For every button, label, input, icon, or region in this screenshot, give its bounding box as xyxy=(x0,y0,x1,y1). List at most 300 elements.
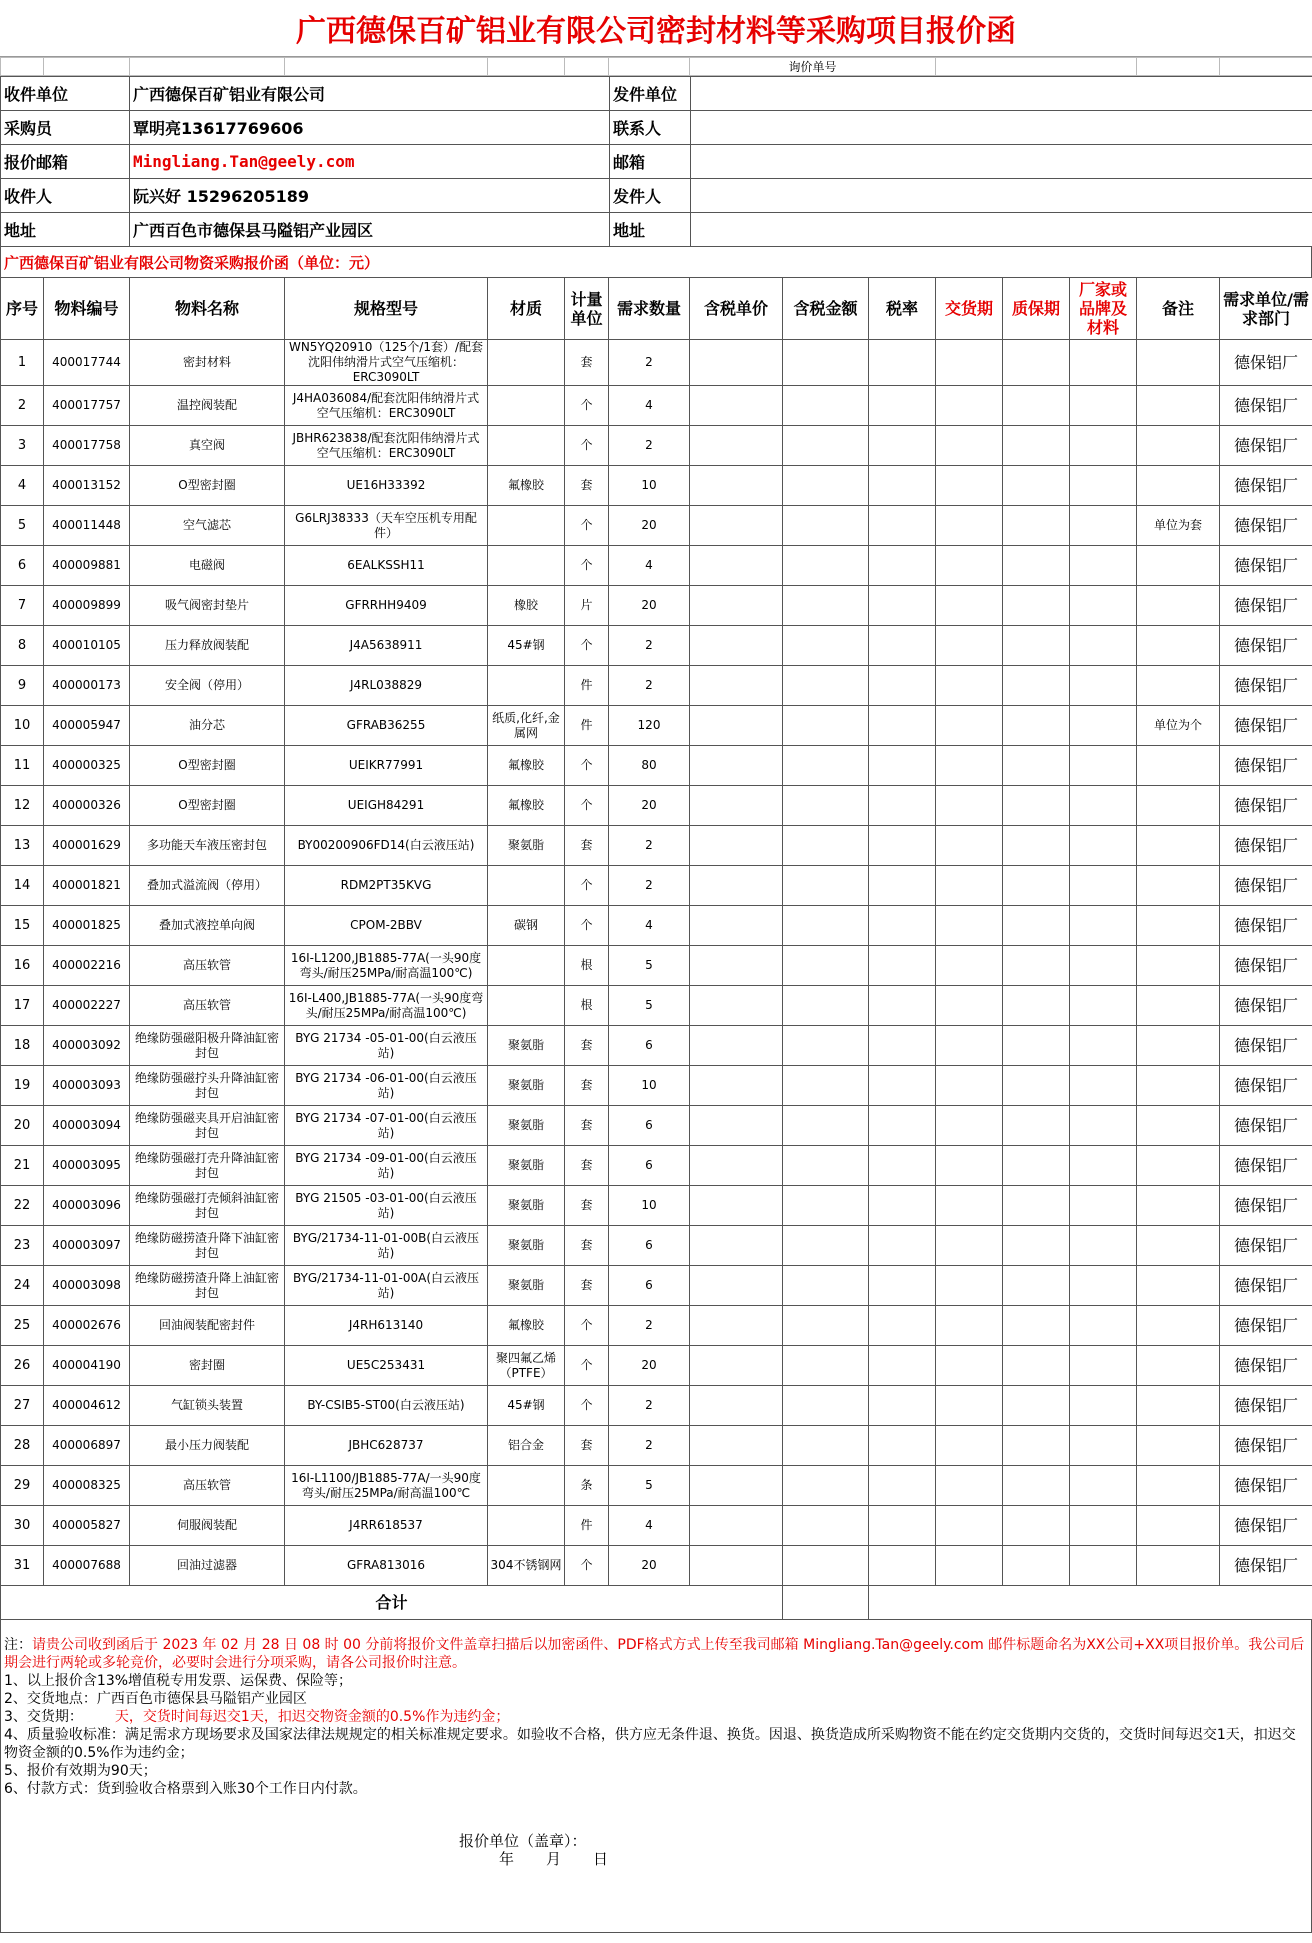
delivery-cell[interactable] xyxy=(936,1546,1003,1586)
tax-rate-cell[interactable] xyxy=(869,466,936,506)
warranty-cell[interactable] xyxy=(1003,426,1070,466)
amount-cell[interactable] xyxy=(783,426,869,466)
delivery-cell[interactable] xyxy=(936,866,1003,906)
delivery-cell[interactable] xyxy=(936,340,1003,386)
name-cell: 绝缘防磁捞渣升降上油缸密封包 xyxy=(130,1266,285,1306)
remark-cell xyxy=(1137,626,1220,666)
unit-price-cell[interactable] xyxy=(690,986,783,1026)
tax-rate-cell[interactable] xyxy=(869,946,936,986)
unit-price-cell[interactable] xyxy=(690,546,783,586)
send-unit-label: 发件单位 xyxy=(610,77,691,111)
qty-cell: 2 xyxy=(609,340,690,386)
amount-cell[interactable] xyxy=(783,1026,869,1066)
tax-rate-cell[interactable] xyxy=(869,1226,936,1266)
brand-cell[interactable] xyxy=(1070,386,1137,426)
sign-label: 报价单位（盖章）： xyxy=(459,1832,587,1850)
recipient-value: 阮兴好 15296205189 xyxy=(130,179,610,213)
table-row xyxy=(1,1346,1312,1386)
amount-cell[interactable] xyxy=(783,1506,869,1546)
unit-price-cell[interactable] xyxy=(690,826,783,866)
warranty-cell[interactable] xyxy=(1003,386,1070,426)
spec-cell: RDM2PT35KVG xyxy=(285,866,488,906)
unit-price-cell[interactable] xyxy=(690,906,783,946)
warranty-cell[interactable] xyxy=(1003,666,1070,706)
brand-cell[interactable] xyxy=(1070,666,1137,706)
amount-cell[interactable] xyxy=(783,1306,869,1346)
remark-cell xyxy=(1137,546,1220,586)
amount-cell[interactable] xyxy=(783,626,869,666)
contact-label: 联系人 xyxy=(610,111,691,145)
unit-price-cell[interactable] xyxy=(690,1466,783,1506)
warranty-cell[interactable] xyxy=(1003,1426,1070,1466)
spec-cell: WN5YQ20910（125个/1套）/配套沈阳伟纳滑片式空气压缩机：ERC3090LT xyxy=(285,340,488,386)
warranty-cell[interactable] xyxy=(1003,1546,1070,1586)
code-cell: 400003096 xyxy=(44,1186,130,1226)
amount-cell[interactable] xyxy=(783,1106,869,1146)
unit-cell: 套 xyxy=(565,1146,609,1186)
unit-price-cell[interactable] xyxy=(690,1546,783,1586)
amount-cell[interactable] xyxy=(783,1546,869,1586)
unit-price-cell[interactable] xyxy=(690,1146,783,1186)
unit-price-cell[interactable] xyxy=(690,626,783,666)
unit-cell: 个 xyxy=(565,1306,609,1346)
tax-rate-cell[interactable] xyxy=(869,586,936,626)
seq-cell: 22 xyxy=(1,1186,44,1226)
unit-price-cell[interactable] xyxy=(690,1026,783,1066)
tax-rate-cell[interactable] xyxy=(869,1546,936,1586)
amount-cell[interactable] xyxy=(783,546,869,586)
remark-cell xyxy=(1137,466,1220,506)
seq-cell: 14 xyxy=(1,866,44,906)
material-cell xyxy=(488,866,565,906)
tax-rate-cell[interactable] xyxy=(869,1066,936,1106)
warranty-cell[interactable] xyxy=(1003,1306,1070,1346)
col-header-unit-price: 含税单价 xyxy=(690,278,783,340)
delivery-cell[interactable] xyxy=(936,1466,1003,1506)
delivery-cell[interactable] xyxy=(936,626,1003,666)
tax-rate-cell[interactable] xyxy=(869,1426,936,1466)
brand-cell[interactable] xyxy=(1070,1466,1137,1506)
table-row xyxy=(1,1266,1312,1306)
warranty-cell[interactable] xyxy=(1003,1346,1070,1386)
spec-cell: G6LRJ38333（天车空压机专用配件） xyxy=(285,506,488,546)
brand-cell[interactable] xyxy=(1070,1106,1137,1146)
tax-rate-cell[interactable] xyxy=(869,826,936,866)
dept-cell: 德保铝厂 xyxy=(1220,426,1312,466)
dept-cell: 德保铝厂 xyxy=(1220,826,1312,866)
brand-cell[interactable] xyxy=(1070,1546,1137,1586)
warranty-cell[interactable] xyxy=(1003,1026,1070,1066)
address2-value[interactable] xyxy=(691,213,1312,247)
unit-price-cell[interactable] xyxy=(690,1106,783,1146)
items-table xyxy=(0,277,1312,1620)
table-row xyxy=(1,666,1312,706)
sender-label: 发件人 xyxy=(610,179,691,213)
name-cell: 气缸锁头装置 xyxy=(130,1386,285,1426)
dept-cell: 德保铝厂 xyxy=(1220,1066,1312,1106)
brand-cell[interactable] xyxy=(1070,1026,1137,1066)
seq-cell: 2 xyxy=(1,386,44,426)
delivery-cell[interactable] xyxy=(936,1306,1003,1346)
unit-cell: 个 xyxy=(565,626,609,666)
brand-cell[interactable] xyxy=(1070,946,1137,986)
sender-value[interactable] xyxy=(691,179,1312,213)
brand-cell[interactable] xyxy=(1070,586,1137,626)
unit-cell: 套 xyxy=(565,1426,609,1466)
material-cell xyxy=(488,340,565,386)
warranty-cell[interactable] xyxy=(1003,626,1070,666)
tax-rate-cell[interactable] xyxy=(869,986,936,1026)
tax-rate-cell[interactable] xyxy=(869,1026,936,1066)
amount-cell[interactable] xyxy=(783,1386,869,1426)
total-label: 合计 xyxy=(1,1586,783,1620)
tax-rate-cell[interactable] xyxy=(869,666,936,706)
tax-rate-cell[interactable] xyxy=(869,1346,936,1386)
col-header-name: 物料名称 xyxy=(130,278,285,340)
unit-cell: 件 xyxy=(565,706,609,746)
delivery-cell[interactable] xyxy=(936,1066,1003,1106)
warranty-cell[interactable] xyxy=(1003,706,1070,746)
warranty-cell[interactable] xyxy=(1003,866,1070,906)
remark-cell xyxy=(1137,786,1220,826)
unit-price-cell[interactable] xyxy=(690,340,783,386)
amount-cell[interactable] xyxy=(783,866,869,906)
amount-cell[interactable] xyxy=(783,666,869,706)
col-header-delivery: 交货期 xyxy=(936,278,1003,340)
unit-price-cell[interactable] xyxy=(690,666,783,706)
col-header-tax-rate: 税率 xyxy=(869,278,936,340)
delivery-cell[interactable] xyxy=(936,586,1003,626)
amount-cell[interactable] xyxy=(783,826,869,866)
seq-cell: 7 xyxy=(1,586,44,626)
material-cell xyxy=(488,426,565,466)
tax-rate-cell[interactable] xyxy=(869,1106,936,1146)
email-value[interactable] xyxy=(691,145,1312,179)
amount-cell[interactable] xyxy=(783,786,869,826)
material-cell: 聚氨脂 xyxy=(488,1226,565,1266)
amount-cell[interactable] xyxy=(783,466,869,506)
dept-cell: 德保铝厂 xyxy=(1220,906,1312,946)
unit-price-cell[interactable] xyxy=(690,1226,783,1266)
amount-cell[interactable] xyxy=(783,1146,869,1186)
dept-cell: 德保铝厂 xyxy=(1220,1346,1312,1386)
tax-rate-cell[interactable] xyxy=(869,1186,936,1226)
brand-cell[interactable] xyxy=(1070,1386,1137,1426)
unit-price-cell[interactable] xyxy=(690,1266,783,1306)
brand-cell[interactable] xyxy=(1070,786,1137,826)
tax-rate-cell[interactable] xyxy=(869,1386,936,1426)
brand-cell[interactable] xyxy=(1070,1346,1137,1386)
amount-cell[interactable] xyxy=(783,1426,869,1466)
note-4: 4、质量验收标准：满足需求方现场要求及国家法律法规规定的相关标准规定要求。如验收不合格，供方应无条件退、换货。因退、换货造成所采购物资不能在约定交货期内交货的，交货时间每迟交1天，扣迟交物资金额的0.5%作为违约金； xyxy=(4,1727,1296,1761)
brand-cell[interactable] xyxy=(1070,466,1137,506)
qty-cell: 6 xyxy=(609,1026,690,1066)
delivery-cell[interactable] xyxy=(936,546,1003,586)
remark-cell xyxy=(1137,426,1220,466)
remark-cell xyxy=(1137,1266,1220,1306)
warranty-cell[interactable] xyxy=(1003,1066,1070,1106)
tax-rate-cell[interactable] xyxy=(869,866,936,906)
brand-cell[interactable] xyxy=(1070,1426,1137,1466)
qty-cell: 2 xyxy=(609,1426,690,1466)
amount-cell[interactable] xyxy=(783,1346,869,1386)
brand-cell[interactable] xyxy=(1070,1186,1137,1226)
brand-cell[interactable] xyxy=(1070,1066,1137,1106)
brand-cell[interactable] xyxy=(1070,340,1137,386)
warranty-cell[interactable] xyxy=(1003,1386,1070,1426)
amount-cell[interactable] xyxy=(783,386,869,426)
dept-cell: 德保铝厂 xyxy=(1220,546,1312,586)
unit-price-cell[interactable] xyxy=(690,786,783,826)
warranty-cell[interactable] xyxy=(1003,746,1070,786)
delivery-cell[interactable] xyxy=(936,1186,1003,1226)
spec-cell: BYG 21505 -03-01-00(白云液压站) xyxy=(285,1186,488,1226)
tax-rate-cell[interactable] xyxy=(869,1466,936,1506)
dept-cell: 德保铝厂 xyxy=(1220,1506,1312,1546)
tax-rate-cell[interactable] xyxy=(869,1266,936,1306)
remark-cell xyxy=(1137,1506,1220,1546)
warranty-cell[interactable] xyxy=(1003,546,1070,586)
remark-cell: 单位为个 xyxy=(1137,706,1220,746)
delivery-cell[interactable] xyxy=(936,466,1003,506)
code-cell: 400001629 xyxy=(44,826,130,866)
code-cell: 400004612 xyxy=(44,1386,130,1426)
unit-price-cell[interactable] xyxy=(690,386,783,426)
delivery-cell[interactable] xyxy=(936,1386,1003,1426)
tax-rate-cell[interactable] xyxy=(869,786,936,826)
delivery-cell[interactable] xyxy=(936,1266,1003,1306)
delivery-cell[interactable] xyxy=(936,1426,1003,1466)
unit-price-cell[interactable] xyxy=(690,466,783,506)
table-row xyxy=(1,546,1312,586)
contact-value[interactable] xyxy=(691,111,1312,145)
amount-cell[interactable] xyxy=(783,1066,869,1106)
name-cell: 伺服阀装配 xyxy=(130,1506,285,1546)
brand-cell[interactable] xyxy=(1070,826,1137,866)
tax-rate-cell[interactable] xyxy=(869,386,936,426)
unit-price-cell[interactable] xyxy=(690,1186,783,1226)
warranty-cell[interactable] xyxy=(1003,946,1070,986)
items-body xyxy=(1,340,1312,1586)
dept-cell: 德保铝厂 xyxy=(1220,586,1312,626)
tax-rate-cell[interactable] xyxy=(869,906,936,946)
send-unit-value[interactable] xyxy=(691,77,1312,111)
unit-price-cell[interactable] xyxy=(690,1306,783,1346)
delivery-cell[interactable] xyxy=(936,746,1003,786)
brand-cell[interactable] xyxy=(1070,1226,1137,1266)
amount-cell[interactable] xyxy=(783,1186,869,1226)
warranty-cell[interactable] xyxy=(1003,826,1070,866)
brand-cell[interactable] xyxy=(1070,1146,1137,1186)
brand-cell[interactable] xyxy=(1070,546,1137,586)
name-cell: 回油过滤器 xyxy=(130,1546,285,1586)
remark-cell xyxy=(1137,666,1220,706)
unit-price-cell[interactable] xyxy=(690,866,783,906)
spec-cell: BY-CSIB5-ST00(白云液压站) xyxy=(285,1386,488,1426)
warranty-cell[interactable] xyxy=(1003,340,1070,386)
unit-price-cell[interactable] xyxy=(690,1386,783,1426)
quote-email-link[interactable]: Mingliang.Tan@geely.com xyxy=(130,145,610,179)
remark-cell xyxy=(1137,986,1220,1026)
delivery-cell[interactable] xyxy=(936,666,1003,706)
seq-cell: 4 xyxy=(1,466,44,506)
tax-rate-cell[interactable] xyxy=(869,1306,936,1346)
material-cell xyxy=(488,386,565,426)
name-cell: 空气滤芯 xyxy=(130,506,285,546)
total-row xyxy=(1,1586,1312,1620)
amount-cell[interactable] xyxy=(783,1266,869,1306)
total-amount[interactable] xyxy=(783,1586,869,1620)
note-0 xyxy=(4,1636,1311,1672)
delivery-cell[interactable] xyxy=(936,506,1003,546)
brand-cell[interactable] xyxy=(1070,986,1137,1026)
amount-cell[interactable] xyxy=(783,340,869,386)
unit-price-cell[interactable] xyxy=(690,1506,783,1546)
tax-rate-cell[interactable] xyxy=(869,746,936,786)
col-header-spec: 规格型号 xyxy=(285,278,488,340)
unit-price-cell[interactable] xyxy=(690,946,783,986)
qty-cell: 10 xyxy=(609,466,690,506)
material-cell: 聚氨脂 xyxy=(488,1026,565,1066)
recipient-label: 收件人 xyxy=(1,179,130,213)
warranty-cell[interactable] xyxy=(1003,1226,1070,1266)
warranty-cell[interactable] xyxy=(1003,506,1070,546)
unit-price-cell[interactable] xyxy=(690,586,783,626)
note-5: 5、报价有效期为90天； xyxy=(4,1763,157,1779)
dept-cell: 德保铝厂 xyxy=(1220,1306,1312,1346)
tax-rate-cell[interactable] xyxy=(869,506,936,546)
name-cell: 高压软管 xyxy=(130,986,285,1026)
warranty-cell[interactable] xyxy=(1003,1266,1070,1306)
unit-price-cell[interactable] xyxy=(690,1426,783,1466)
warranty-cell[interactable] xyxy=(1003,586,1070,626)
tax-rate-cell[interactable] xyxy=(869,706,936,746)
warranty-cell[interactable] xyxy=(1003,466,1070,506)
code-cell: 400003093 xyxy=(44,1066,130,1106)
brand-cell[interactable] xyxy=(1070,866,1137,906)
name-cell: 电磁阀 xyxy=(130,546,285,586)
brand-cell[interactable] xyxy=(1070,506,1137,546)
code-cell: 400003095 xyxy=(44,1146,130,1186)
warranty-cell[interactable] xyxy=(1003,1186,1070,1226)
table-row xyxy=(1,506,1312,546)
delivery-cell[interactable] xyxy=(936,706,1003,746)
seq-cell: 23 xyxy=(1,1226,44,1266)
seq-cell: 13 xyxy=(1,826,44,866)
brand-cell[interactable] xyxy=(1070,426,1137,466)
warranty-cell[interactable] xyxy=(1003,906,1070,946)
delivery-cell[interactable] xyxy=(936,786,1003,826)
remark-cell xyxy=(1137,746,1220,786)
delivery-cell[interactable] xyxy=(936,1106,1003,1146)
code-cell: 400005827 xyxy=(44,1506,130,1546)
seq-cell: 9 xyxy=(1,666,44,706)
code-cell: 400000325 xyxy=(44,746,130,786)
warranty-cell[interactable] xyxy=(1003,1146,1070,1186)
tax-rate-cell[interactable] xyxy=(869,1506,936,1546)
seq-cell: 15 xyxy=(1,906,44,946)
code-cell: 400010105 xyxy=(44,626,130,666)
delivery-cell[interactable] xyxy=(936,826,1003,866)
amount-cell[interactable] xyxy=(783,746,869,786)
delivery-cell[interactable] xyxy=(936,1146,1003,1186)
delivery-cell[interactable] xyxy=(936,1026,1003,1066)
warranty-cell[interactable] xyxy=(1003,786,1070,826)
tax-rate-cell[interactable] xyxy=(869,1146,936,1186)
delivery-cell[interactable] xyxy=(936,1226,1003,1266)
code-cell: 400011448 xyxy=(44,506,130,546)
unit-price-cell[interactable] xyxy=(690,746,783,786)
inquiry-number-value[interactable] xyxy=(936,58,1137,76)
delivery-cell[interactable] xyxy=(936,1506,1003,1546)
brand-cell[interactable] xyxy=(1070,626,1137,666)
seq-cell: 12 xyxy=(1,786,44,826)
delivery-cell[interactable] xyxy=(936,386,1003,426)
spec-cell: BYG 21734 -05-01-00(白云液压站) xyxy=(285,1026,488,1066)
table-row xyxy=(1,1506,1312,1546)
material-cell: 橡胶 xyxy=(488,586,565,626)
brand-cell[interactable] xyxy=(1070,1506,1137,1546)
amount-cell[interactable] xyxy=(783,986,869,1026)
tax-rate-cell[interactable] xyxy=(869,626,936,666)
code-cell: 400002216 xyxy=(44,946,130,986)
unit-price-cell[interactable] xyxy=(690,506,783,546)
warranty-cell[interactable] xyxy=(1003,986,1070,1026)
unit-price-cell[interactable] xyxy=(690,426,783,466)
delivery-cell[interactable] xyxy=(936,426,1003,466)
delivery-cell[interactable] xyxy=(936,1346,1003,1386)
qty-cell: 2 xyxy=(609,826,690,866)
amount-cell[interactable] xyxy=(783,1466,869,1506)
note-1: 1、以上报价含13%增值税专用发票、运保费、保险等； xyxy=(4,1673,353,1689)
dept-cell: 德保铝厂 xyxy=(1220,1026,1312,1066)
tax-rate-cell[interactable] xyxy=(869,426,936,466)
name-cell: 温控阀装配 xyxy=(130,386,285,426)
warranty-cell[interactable] xyxy=(1003,1506,1070,1546)
qty-cell: 5 xyxy=(609,1466,690,1506)
amount-cell[interactable] xyxy=(783,906,869,946)
delivery-cell[interactable] xyxy=(936,986,1003,1026)
table-row xyxy=(1,746,1312,786)
amount-cell[interactable] xyxy=(783,1226,869,1266)
brand-cell[interactable] xyxy=(1070,706,1137,746)
code-cell: 400009881 xyxy=(44,546,130,586)
brand-cell[interactable] xyxy=(1070,746,1137,786)
amount-cell[interactable] xyxy=(783,946,869,986)
name-cell: 叠加式溢流阀（停用） xyxy=(130,866,285,906)
warranty-cell[interactable] xyxy=(1003,1106,1070,1146)
delivery-cell[interactable] xyxy=(936,906,1003,946)
unit-price-cell[interactable] xyxy=(690,706,783,746)
brand-cell[interactable] xyxy=(1070,1306,1137,1346)
amount-cell[interactable] xyxy=(783,506,869,546)
amount-cell[interactable] xyxy=(783,586,869,626)
tax-rate-cell[interactable] xyxy=(869,340,936,386)
code-cell: 400003097 xyxy=(44,1226,130,1266)
amount-cell[interactable] xyxy=(783,706,869,746)
warranty-cell[interactable] xyxy=(1003,1466,1070,1506)
unit-price-cell[interactable] xyxy=(690,1066,783,1106)
unit-price-cell[interactable] xyxy=(690,1346,783,1386)
qty-cell: 2 xyxy=(609,1306,690,1346)
tax-rate-cell[interactable] xyxy=(869,546,936,586)
name-cell: 回油阀装配密封件 xyxy=(130,1306,285,1346)
brand-cell[interactable] xyxy=(1070,1266,1137,1306)
remark-cell xyxy=(1137,1026,1220,1066)
material-cell: 铝合金 xyxy=(488,1426,565,1466)
brand-cell[interactable] xyxy=(1070,906,1137,946)
delivery-cell[interactable] xyxy=(936,946,1003,986)
